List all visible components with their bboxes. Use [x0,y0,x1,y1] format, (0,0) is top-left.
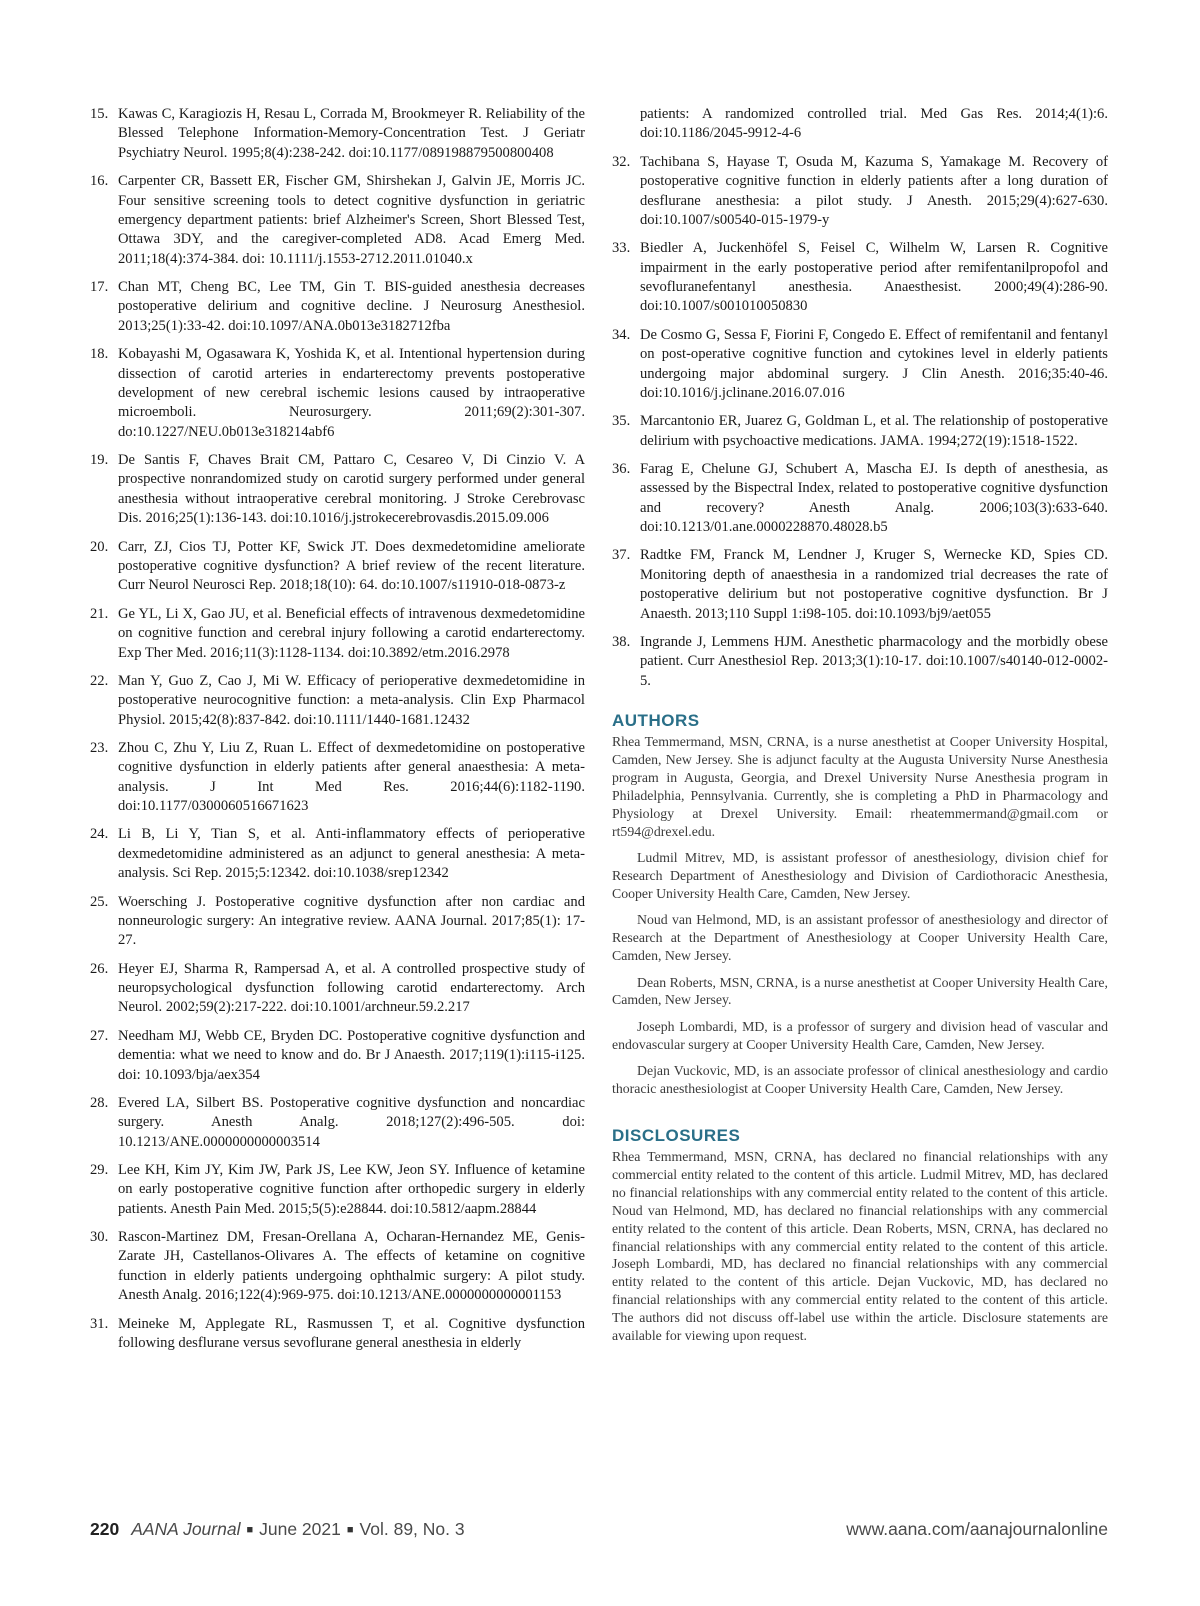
reference-item [90,960,585,1018]
author-bio: Noud van Helmond, MD, is an assistant professor of anesthesiology and director of Research at the Department of Anesthesiology at Cooper University Health Care, Camden, New Jersey. [612,912,1108,964]
reference-text: Ingrande J, Lemmens HJM. Anesthetic pharmacology and the morbidly obese patient. Curr Anesthesiol Rep. 2013;3(1):10-17. doi:10.1007/s40140-012-0002-5. [640,633,1108,689]
separator-icon: ■ [246,1524,254,1536]
reference-text: De Cosmo G, Sessa F, Fiorini F, Congedo E. Effect of remifentanil and fentanyl on post-operative cognitive function and cytokines level in elderly patients undergoing major abdominal surgery. J Clin Anesth. 2016;35:40-46. doi:10.1016/j.jclinane.2016.07.016 [640,326,1108,401]
reference-list-left [90,105,585,1353]
journal-name: AANA Journal [131,1519,241,1539]
reference-text: Rascon-Martinez DM, Fresan-Orellana A, Ocharan-Hernandez ME, Genis-Zarate JH, Castellanos-Olivares A. The effects of ketamine on cognitive function in elderly patients undergoing ophthalmic surgery: A pilot study. Anesth Analg. 2016;122(4):969-975. doi:10.1213/ANE.0000000000001153 [118,1229,585,1304]
reference-list-right [612,105,1108,691]
reference-number: 34. [612,326,631,343]
disclosures-text: Rhea Temmermand, MSN, CRNA, has declared no financial relationships with any commercial entity related to the content of this article. Ludmil Mitrev, MD, has declared no financial relationships with any commercial entity related to the content of this article. Noud van Helmond, MD, has declared no financial relationships with any commercial entity related to the content of this article. Dean Roberts, MSN, CRNA, has declared no financial relationships with any commercial entity related to the content of this article. Joseph Lombardi, MD, has declared no financial relationships with any commercial entity related to the content of this article. Dejan Vuckovic, MD, has declared no financial relationships with any commercial entity related to the content of this article. The authors did not discuss off-label use within the article. Disclosure statements are available for viewing upon request. [612,1149,1108,1344]
reference-item [90,1228,585,1306]
authors-section [612,733,1108,1098]
reference-text: Tachibana S, Hayase T, Osuda M, Kazuma S, Yamakage M. Recovery of postoperative cognitive function in elderly patients after a long duration of desflurane anesthesia: a pilot study. J Anesth. 2015;29(4):627-630. doi:10.1007/s00540-015-1979-y [640,153,1108,228]
reference-number: 24. [90,826,109,843]
reference-text: Kawas C, Karagiozis H, Resau L, Corrada M, Brookmeyer R. Reliability of the Blessed Telephone Information-Memory-Concentration Test. J Geriatr Psychiatry Neurol. 1995;8(4):238-242. doi:10.1177/089198879500800408 [118,106,585,161]
author-bio: Ludmil Mitrev, MD, is assistant professor of anesthesiology, division chief for Research Department of Anesthesiology and Division of Cardiothoracic Anesthesia, Cooper University Health Care, Camden, New Jersey. [612,850,1108,901]
reference-number: 38. [612,633,631,650]
reference-text: De Santis F, Chaves Brait CM, Pattaro C, Cesareo V, Di Cinzio V. A prospective nonrandomized study on carotid surgery performed under general anesthesia without intraoperative cerebral monitoring. J Stroke Cerebrovasc Dis. 2016;25(1):136-143. doi:10.1016/j.jstrokecerebrovasdis.2015.09.006 [118,452,585,527]
reference-item [90,345,585,442]
reference-text: Man Y, Guo Z, Cao J, Mi W. Efficacy of perioperative dexmedetomidine in postoperative neurocognitive function: a meta-analysis. Clin Exp Pharmacol Physiol. 2015;42(8):837-842. doi:10.1111/1440-1681.12432 [118,672,585,728]
reference-text: Marcantonio ER, Juarez G, Goldman L, et al. The relationship of postoperative delirium with psychoactive medications. JAMA. 1994;272(19):1518-1522. [640,413,1108,449]
reference-item [90,893,585,951]
left-column [90,105,585,1362]
reference-item [612,460,1108,538]
reference-text: Li B, Li Y, Tian S, et al. Anti-inflammatory effects of perioperative dexmedetomidine administered as an adjunct to general anesthesia: A meta-analysis. Sci Rep. 2015;5:12342. doi:10.1038/srep12342 [118,826,585,882]
reference-item [612,239,1108,317]
reference-number: 37. [612,547,631,564]
reference-number: 20. [90,538,109,555]
reference-item [612,546,1108,624]
reference-number: 21. [90,605,109,622]
reference-text: Zhou C, Zhu Y, Liu Z, Ruan L. Effect of dexmedetomidine on postoperative cognitive dysfunction in elderly patients after general anaesthesia: A meta-analysis. J Int Med Res. 2016;44(6):1182-1190. doi:10.1177/0300060516671623 [118,739,585,815]
page-number: 220 [90,1519,120,1539]
reference-number: 19. [90,452,109,469]
author-bio: Rhea Temmermand, MSN, CRNA, is a nurse anesthetist at Cooper University Hospital, Camden, New Jersey. She is adjunct faculty at the Augusta University Nurse Anesthesia program in Augusta, Georgia, and Drexel University Nurse Anesthesia program in Philadelphia, Pennsylvania. Currently, she is completing a PhD in Pharmacology and Physiology at Drexel University. Email: rheatemmermand@gmail.com or rt594@drexel.edu. [612,734,1108,839]
reference-number: 23. [90,739,109,756]
reference-number: 33. [612,240,631,257]
disclosures-heading: DISCLOSURES [612,1126,741,1146]
separator-icon: ■ [346,1524,354,1536]
reference-number: 15. [90,106,109,122]
volume-info: Vol. 89, No. 3 [359,1519,465,1539]
reference-text: Ge YL, Li X, Gao JU, et al. Beneficial effects of intravenous dexmedetomidine on cognitive function and cerebral injury following a carotid endarterectomy. Exp Ther Med. 2016;11(3):1128-1134. doi:10.3892/etm.2016.2978 [118,605,585,661]
reference-number: 25. [90,893,109,910]
reference-text: Chan MT, Cheng BC, Lee TM, Gin T. BIS-guided anesthesia decreases postoperative delirium and cognitive decline. J Neurosurg Anesthesiol. 2013;25(1):33-42. doi:10.1097/ANA.0b013e3182712fba [118,279,585,334]
reference-item [612,633,1108,691]
reference-text: Woersching J. Postoperative cognitive dysfunction after non cardiac and nonneurologic surgery: An integrative review. AANA Journal. 2017;85(1): 17-27. [118,893,585,949]
reference-text: Kobayashi M, Ogasawara K, Yoshida K, et al. Intentional hypertension during dissection of carotid arteries in endarterectomy prevents postoperative development of new cerebral ischemic lesions caused by intraoperative microemboli. Neurosurgery. 2011;69(2):301-307. do:10.1227/NEU.0b013e318214abf6 [118,346,585,440]
reference-text: Lee KH, Kim JY, Kim JW, Park JS, Lee KW, Jeon SY. Influence of ketamine on early postoperative cognitive function after orthopedic surgery in elderly patients. Anesth Pain Med. 2015;5(5):e28844. doi:10.5812/aapm.28844 [118,1161,585,1217]
reference-item [90,105,585,163]
reference-item [90,451,585,529]
reference-31-continuation [640,105,1108,144]
reference-item [90,825,585,883]
reference-number: 31. [90,1315,109,1332]
reference-item [612,326,1108,404]
right-column [612,105,1108,1353]
reference-number: 26. [90,960,109,977]
reference-item [612,153,1108,231]
author-bio: Dean Roberts, MSN, CRNA, is a nurse anesthetist at Cooper University Health Care, Camden, New Jersey. [612,974,1108,1008]
reference-number: 36. [612,460,631,477]
reference-text: Farag E, Chelune GJ, Schubert A, Mascha EJ. Is depth of anesthesia, as assessed by the Bispectral Index, related to postoperative cognitive dysfunction and recovery? Anesth Analg. 2006;103(3):633-640. doi:10.1213/01.ane.0000228870.48028.b5 [640,460,1108,536]
author-bio: Dejan Vuckovic, MD, is an associate professor of clinical anesthesiology and cardio thoracic anesthesiologist at Cooper University Health Care, Camden, New Jersey. [612,1063,1108,1097]
reference-text: Needham MJ, Webb CE, Bryden DC. Postoperative cognitive dysfunction and dementia: what we need to know and do. Br J Anaesth. 2017;119(1):i115-i125. doi: 10.1093/bja/aex354 [118,1027,585,1083]
reference-text: patients: A randomized controlled trial. Med Gas Res. 2014;4(1):6. doi:10.1186/2045-9912-4-6 [640,106,1108,142]
reference-text: Carr, ZJ, Cios TJ, Potter KF, Swick JT. Does dexmedetomidine ameliorate postoperative cognitive dysfunction? A brief review of the recent literature. Curr Neurol Neurosci Rep. 2018;18(10): 64. do:10.1007/s11910-018-0873-z [118,538,585,594]
reference-item [90,672,585,730]
reference-number: 17. [90,279,109,296]
reference-number: 32. [612,153,631,170]
reference-number: 16. [90,173,109,190]
reference-number: 35. [612,413,631,430]
reference-item [90,1027,585,1085]
reference-number: 28. [90,1094,109,1111]
authors-heading: AUTHORS [612,711,700,731]
reference-text: Radtke FM, Franck M, Lendner J, Kruger S, Wernecke KD, Spies CD. Monitoring depth of anaesthesia in a randomized trial decreases the rate of postoperative delirium but not postoperative cognitive dysfunction. Br J Anaesth. 2013;110 Suppl 1:i98-105. doi:10.1093/bj9/aet055 [640,547,1108,622]
author-bio: Joseph Lombardi, MD, is a professor of surgery and division head of vascular and endovascular surgery at Cooper University Health Care, Camden, New Jersey. [612,1018,1108,1052]
reference-number: 30. [90,1229,109,1246]
reference-item [612,412,1108,451]
page-footer [90,1519,1108,1543]
reference-item [90,278,585,336]
reference-item [90,1094,585,1152]
reference-text: Meineke M, Applegate RL, Rasmussen T, et al. Cognitive dysfunction following desflurane versus sevoflurane general anesthesia in elderly [118,1315,585,1351]
reference-number: 18. [90,346,109,363]
reference-number: 29. [90,1161,109,1178]
reference-text: Evered LA, Silbert BS. Postoperative cognitive dysfunction and noncardiac surgery. Anesth Analg. 2018;127(2):496-505. doi: 10.1213/ANE.0000000000003514 [118,1094,585,1150]
reference-text: Heyer EJ, Sharma R, Rampersad A, et al. A controlled prospective study of neuropsychological dysfunction following carotid endarterectomy. Arch Neurol. 2002;59(2):217-222. doi:10.1001/archneur.59.2.217 [118,960,585,1016]
reference-item [90,1161,585,1219]
reference-number: 22. [90,672,109,689]
journal-url[interactable]: www.aana.com/aanajournalonline [846,1519,1108,1539]
reference-item [90,1315,585,1354]
reference-item [90,605,585,663]
reference-item [90,172,585,269]
issue-date: June 2021 [259,1519,341,1539]
reference-item [90,538,585,596]
reference-text: Biedler A, Juckenhöfel S, Feisel C, Wilhelm W, Larsen R. Cognitive impairment in the early postoperative period after remifentanilpropofol and sevofluranefentanyl anesthesia. Anaesthesist. 2000;49(4):286-90. doi:10.1007/s001010050830 [640,240,1108,315]
reference-number: 27. [90,1027,109,1044]
reference-item [90,739,585,817]
reference-text: Carpenter CR, Bassett ER, Fischer GM, Shirshekan J, Galvin JE, Morris JC. Four sensitive screening tools to detect cognitive dysfunction in geriatric emergency department patients: brief Alzheimer's Screen, Short Blessed Test, Ottawa 3DY, and the caregiver-completed AD8. Acad Emerg Med. 2011;18(4):374-384. doi: 10.1111/j.1553-2712.2011.01040.x [118,173,585,267]
